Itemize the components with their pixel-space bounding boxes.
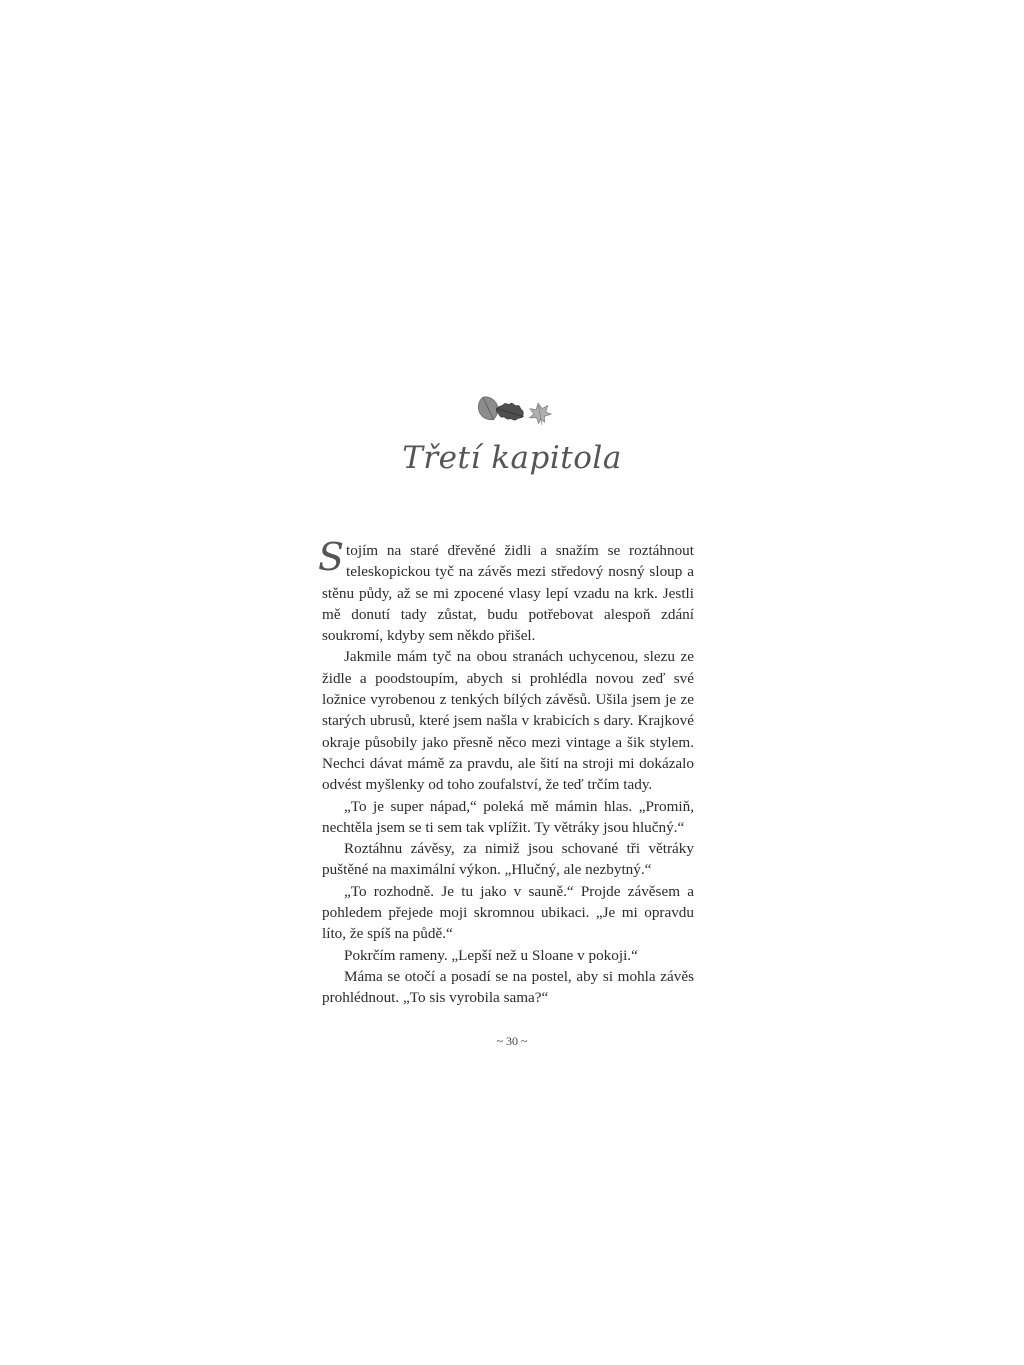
chapter-body (318, 535, 694, 1009)
paragraph: „To rozhodně. Je tu jako v sauně.“ Projde závěsem a pohledem přejede moji skromnou ubikaci. „Je mi opravdu líto, že spíš na půdě.“ (322, 882, 694, 943)
paragraph: Roztáhnu závěsy, za nimiž jsou schované tři větráky puštěné na maximální výkon. „Hlučný, ale nezbytný.“ (322, 840, 694, 879)
autumn-leaves-icon (470, 390, 560, 432)
paragraph (318, 535, 694, 646)
paragraph: Jakmile mám tyč na obou stranách uchycenou, slezu ze židle a poodstoupím, abych si prohlédla novou zeď své ložnice vyrobenou z tenkých bílých závěsů. Ušila jsem je ze starých ubrusů, které jsem našla v krabicích s dary. Krajkové okraje působily jako přesně něco mezi vintage a šik stylem. Nechci dávat mámě za pravdu, ale šití na stroji mi dokázalo odvést myšlenky od toho zoufalství, že teď trčím tady. (322, 648, 694, 794)
page-number: ~ 30 ~ (496, 1034, 528, 1048)
drop-cap: S (318, 535, 345, 579)
paragraph-text: tojím na staré dřevěné židli a snažím se roztáhnout teleskopickou tyč na závěs mezi středový nosný sloup a stěnu půdy, až se mi zpocené vlasy lepí vzadu na krk. Jestli mě donutí tady zůstat, budu potřebovat alespoň zdání soukromí, kdyby sem někdo přišel. (322, 542, 694, 645)
paragraph: Máma se otočí a posadí se na postel, aby si mohla závěs prohlédnout. „To sis vyrobila sama?“ (322, 967, 694, 1007)
paragraph: „To je super nápad,“ poleká mě mámin hlas. „Promiň, nechtěla jsem se ti sem tak vplížit. Ty větráky jsou hlučný.“ (322, 797, 694, 836)
chapter-title: Třetí kapitola (402, 440, 622, 476)
paragraph: Pokrčím rameny. „Lepší než u Sloane v pokoji.“ (344, 946, 638, 964)
